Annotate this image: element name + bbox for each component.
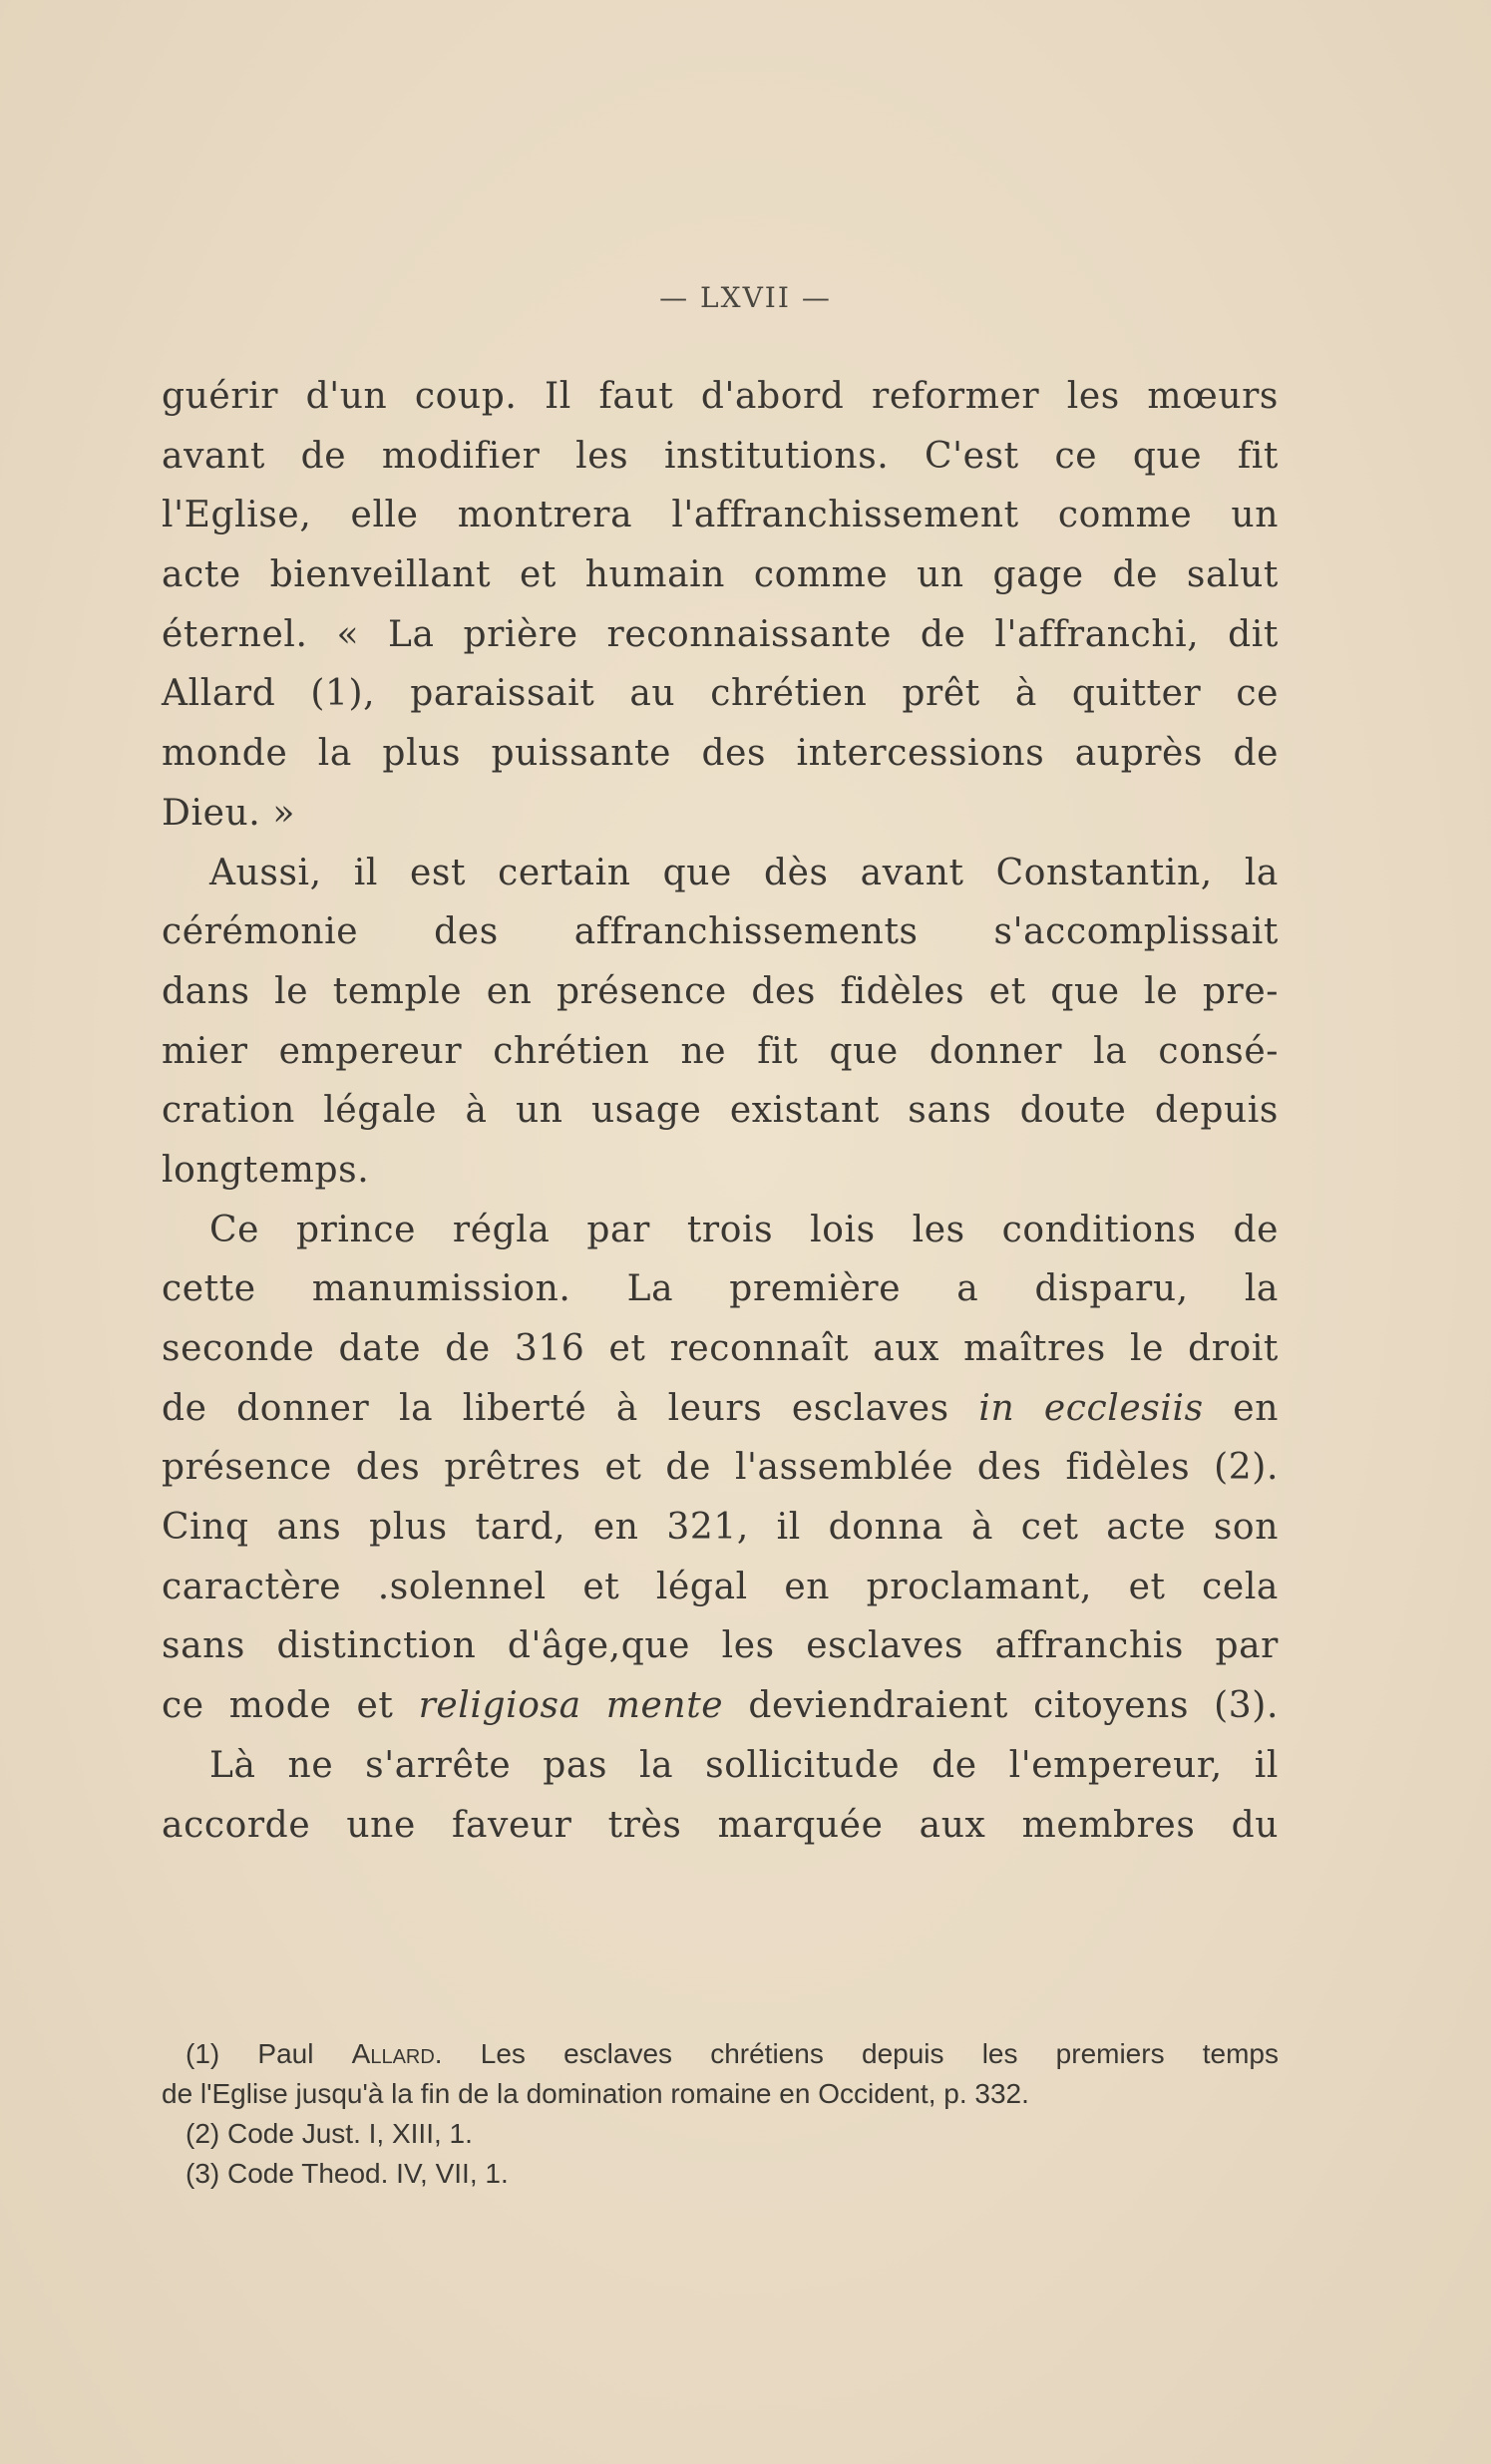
text-line: cérémonie des affranchissements s'accomplissait	[162, 911, 1279, 953]
text-line: présence des prêtres et de l'assemblée des fidèles (2).	[162, 1447, 1279, 1489]
footnote-3: (3) Code Theod. IV, VII, 1.	[186, 2158, 509, 2189]
text-line	[162, 1379, 1279, 1439]
text-segment: de donner la liberté à leurs esclaves	[162, 1387, 979, 1429]
text-line: caractère .solennel et légal en proclamant, et cela	[162, 1566, 1279, 1607]
text-line: Là ne s'arrête pas la sollicitude de l'empereur, il	[209, 1744, 1279, 1786]
text-line: éternel. « La prière reconnaissante de l'affranchi, dit	[162, 613, 1279, 655]
text-line: cette manumission. La première a disparu, la	[162, 1268, 1279, 1310]
text-segment: deviendraient citoyens (3).	[723, 1685, 1279, 1727]
italic-term: in ecclesiis	[978, 1387, 1204, 1429]
text-line: longtemps.	[162, 1149, 370, 1191]
footnotes	[162, 2034, 1279, 2194]
text-segment: en	[1203, 1387, 1279, 1429]
footnote-2: (2) Code Just. I, XIII, 1.	[186, 2118, 473, 2149]
text-line: Ce prince régla par trois lois les conditions de	[209, 1209, 1279, 1250]
text-line: l'Eglise, elle montrera l'affranchissement comme un	[162, 495, 1279, 536]
page-number: — LXVII —	[659, 281, 832, 314]
text-line: accorde une faveur très marquée aux membres du	[162, 1804, 1279, 1846]
italic-term: religiosa mente	[418, 1685, 724, 1727]
text-segment: ce mode et	[162, 1685, 419, 1727]
text-line: sans distinction d'âge,que les esclaves affranchis par	[162, 1625, 1279, 1667]
text-line: dans le temple en présence des fidèles et que le pre-	[162, 970, 1279, 1012]
footnote-1	[162, 2034, 1279, 2074]
text-line: monde la plus puissante des intercessions auprès de	[162, 733, 1279, 775]
footnote-text: . Les esclaves chrétiens depuis les premiers temps	[434, 2038, 1280, 2069]
text-line: cration légale à un usage existant sans doute depuis	[162, 1090, 1279, 1132]
text-line: Dieu. »	[162, 792, 295, 834]
text-line: acte bienveillant et humain comme un gage de salut	[162, 554, 1279, 596]
text-line: Cinq ans plus tard, en 321, il donna à cet acte son	[162, 1507, 1279, 1549]
text-line	[162, 1676, 1279, 1736]
main-text	[162, 367, 1279, 1855]
text-line: mier empereur chrétien ne fit que donner la consé-	[162, 1030, 1279, 1072]
footnote-mark: (1) Paul	[186, 2038, 352, 2069]
text-line: Aussi, il est certain que dès avant Constantin, la	[209, 852, 1279, 893]
footnote-1-continued: de l'Eglise jusqu'à la fin de la domination romaine en Occident, p. 332.	[162, 2078, 1029, 2109]
text-line: guérir d'un coup. Il faut d'abord reformer les mœurs	[162, 376, 1279, 417]
text-line: avant de modifier les institutions. C'est ce que fit	[162, 435, 1279, 477]
footnote-author: Allard	[351, 2038, 435, 2069]
text-line: Allard (1), paraissait au chrétien prêt à quitter ce	[162, 673, 1279, 715]
text-line: seconde date de 316 et reconnaît aux maîtres le droit	[162, 1328, 1279, 1369]
